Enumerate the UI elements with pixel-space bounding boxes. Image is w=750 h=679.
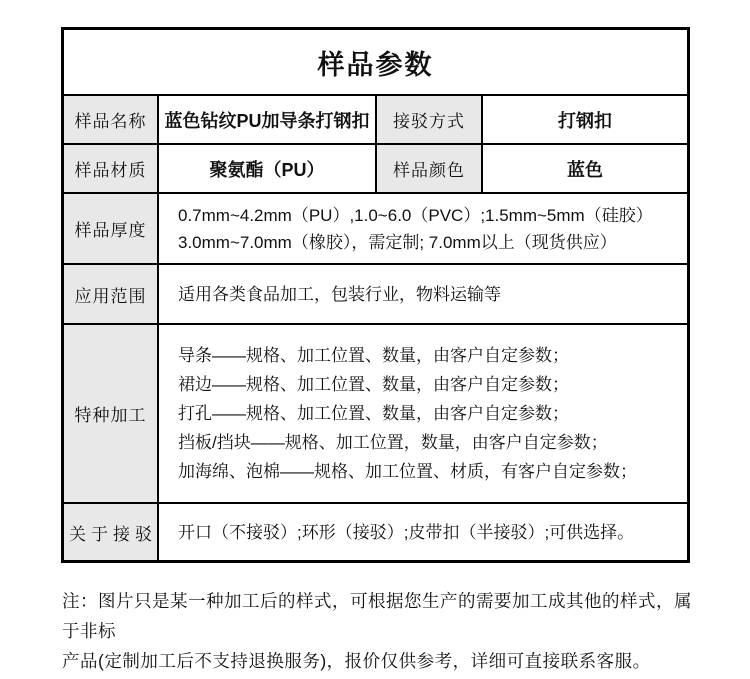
label-joint-method: 接驳方式 <box>377 96 483 143</box>
special-processing-line: 裙边——规格、加工位置、数量，由客户自定参数； <box>178 375 569 394</box>
footer-note-line: 产品(定制加工后不支持退换服务)，报价仅供参考，详细可直接联系客服。 <box>62 651 651 671</box>
special-processing-line: 打孔——规格、加工位置、数量，由客户自定参数； <box>178 404 569 423</box>
thickness-line: 0.7mm~4.2mm（PU）,1.0~6.0（PVC）;1.5mm~5mm（硅胶） <box>178 205 653 225</box>
value-application-scope <box>159 265 687 323</box>
label-sample-color: 样品颜色 <box>377 145 483 192</box>
thickness-line: 3.0mm~7.0mm（橡胶），需定制; 7.0mm以上（现货供应） <box>178 232 617 252</box>
label-sample-thickness: 样品厚度 <box>64 194 159 263</box>
value-sample-name: 蓝色钻纹PU加导条打钢扣 <box>159 96 377 143</box>
application-line: 适用各类食品加工，包装行业，物料运输等 <box>178 284 501 304</box>
table-title: 样品参数 <box>64 30 687 96</box>
label-application-scope: 应用范围 <box>64 265 159 323</box>
value-sample-color: 蓝色 <box>567 159 603 180</box>
table-row-sample-name <box>64 96 687 145</box>
value-about-joint <box>159 504 687 560</box>
footer-note <box>62 586 702 676</box>
label-sample-material: 样品材质 <box>64 145 159 192</box>
value-special-processing <box>159 325 687 502</box>
special-processing-line: 挡板/挡块——规格、加工位置，数量，由客户自定参数； <box>178 433 608 452</box>
special-processing-line: 加海绵、泡棉——规格、加工位置、材质，有客户自定参数； <box>178 462 637 481</box>
label-special-processing: 特种加工 <box>64 325 159 502</box>
table-row-special-processing <box>64 325 687 504</box>
table-row-sample-material <box>64 145 687 194</box>
value-sample-thickness <box>159 194 687 263</box>
table-row-sample-thickness <box>64 194 687 265</box>
table-row-about-joint <box>64 504 687 560</box>
spec-table <box>61 27 690 563</box>
about-joint-line: 开口（不接驳）;环形（接驳）;皮带扣（半接驳）;可供选择。 <box>178 522 635 542</box>
label-sample-name: 样品名称 <box>64 96 159 143</box>
footer-note-line: 注：图片只是某一种加工后的样式，可根据您生产的需要加工成其他的样式，属于非标 <box>62 591 692 641</box>
label-about-joint: 关于接驳 <box>64 504 159 560</box>
special-processing-line: 导条——规格、加工位置、数量，由客户自定参数； <box>178 346 569 365</box>
value-joint-method: 打钢扣 <box>558 110 612 131</box>
value-sample-material: 聚氨酯（PU） <box>159 145 377 192</box>
table-row-application-scope <box>64 265 687 325</box>
